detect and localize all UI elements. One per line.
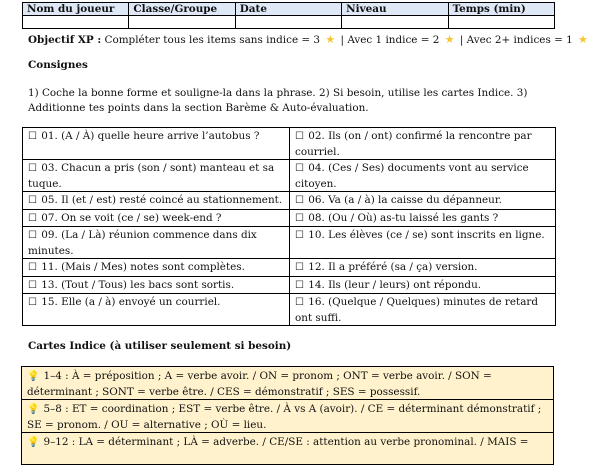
xp-objective [28, 33, 590, 47]
info-value-row [23, 16, 555, 29]
item-text: 10. Les élèves (ce / se) sont inscrits en ligne. [308, 229, 545, 241]
lightbulb-icon: 💡 [27, 404, 40, 415]
hint-cards-heading: Cartes Indice (à utiliser seulement si besoin) [28, 340, 292, 352]
item-text: 12. Il a préféré (sa / ça) version. [308, 261, 478, 273]
item-13[interactable] [23, 276, 290, 294]
table-row [23, 209, 556, 227]
item-06[interactable] [290, 192, 556, 210]
item-text: 01. (A / À) quelle heure arrive l’autobus ? [41, 130, 260, 142]
instructions-heading: Consignes [28, 59, 88, 71]
checkbox-icon[interactable]: ☐ [28, 131, 37, 142]
item-07[interactable] [23, 209, 290, 227]
checkbox-icon[interactable]: ☐ [295, 131, 304, 142]
hint-card [22, 367, 554, 400]
item-12[interactable] [290, 259, 556, 277]
item-text: 03. Chacun a pris (son / sont) manteau et sa tuque. [28, 162, 275, 190]
checkbox-icon[interactable]: ☐ [28, 230, 37, 241]
checkbox-icon[interactable]: ☐ [295, 163, 304, 174]
header-player-name: Nom du joueur [23, 3, 129, 16]
star-icon: ★ [444, 33, 455, 46]
item-11[interactable] [23, 259, 290, 277]
star-icon: ★ [325, 33, 336, 46]
item-text: 16. (Quelque / Quelques) minutes de retard ont suffi. [295, 296, 539, 324]
info-header-row [23, 3, 555, 16]
table-row [23, 160, 556, 192]
hint-card-1-4 [22, 367, 554, 400]
exercise-items-table [22, 127, 556, 326]
checkbox-icon[interactable]: ☐ [28, 279, 37, 291]
table-row [23, 294, 556, 326]
hint-text: 1–4 : À = préposition ; A = verbe avoir. / ON = pronom ; ONT = verbe avoir. / SON = déterminant ; SONT = verbe être. / CES = démonstratif ; SES = possessif. [27, 370, 492, 398]
checkbox-icon[interactable]: ☐ [295, 230, 304, 241]
hint-card-5-8 [22, 400, 554, 433]
lightbulb-icon: 💡 [27, 371, 40, 382]
item-09[interactable] [23, 227, 290, 259]
checkbox-icon[interactable]: ☐ [28, 163, 37, 174]
item-text: 02. Ils (on / ont) confirmé la rencontre par courriel. [295, 130, 532, 158]
item-text: 06. Va (a / à) la caisse du dépanneur. [308, 194, 502, 206]
item-03[interactable] [23, 160, 290, 192]
header-time: Temps (min) [448, 3, 554, 16]
item-text: 05. Il (et / est) resté coincé au stationnement. [41, 194, 283, 206]
hint-text: 5–8 : ET = coordination ; EST = verbe être. / À vs A (avoir). / CE = déterminant démonstratif ; SE = pronom. / OU = alternative ; OÙ = lieu. [27, 403, 542, 431]
table-row [23, 227, 556, 259]
checkbox-icon[interactable]: ☐ [28, 212, 37, 224]
checkbox-icon[interactable]: ☐ [28, 297, 37, 308]
star-icon: ★ [578, 33, 588, 46]
level-field[interactable] [342, 16, 448, 29]
objective-part2: | Avec 1 indice = 2 [340, 34, 440, 46]
checkbox-icon[interactable]: ☐ [295, 279, 304, 291]
item-text: 09. (La / Là) réunion commence dans dix minutes. [28, 229, 257, 257]
checkbox-icon[interactable]: ☐ [28, 195, 37, 206]
item-04[interactable] [290, 160, 556, 192]
class-group-field[interactable] [129, 16, 235, 29]
checkbox-icon[interactable]: ☐ [28, 262, 37, 273]
table-row [23, 128, 556, 160]
item-16[interactable] [290, 294, 556, 326]
item-text: 08. (Ou / Où) as-tu laissé les gants ? [308, 211, 499, 224]
item-15[interactable] [23, 294, 290, 326]
hint-card-9-12 [22, 433, 554, 465]
item-10[interactable] [290, 227, 556, 259]
objective-part1: Compléter tous les items sans indice = 3 [104, 34, 321, 46]
item-text: 15. Elle (a / à) envoyé un courriel. [41, 296, 221, 308]
instructions-text: 1) Coche la bonne forme et souligne-la dans la phrase. 2) Si besoin, utilise les cartes Indice. 3) Additionne tes points dans la section Barème & Auto-évaluation. [28, 87, 528, 114]
date-field[interactable] [235, 16, 341, 29]
item-text: 04. (Ces / Ses) documents vont au service citoyen. [295, 162, 529, 190]
player-info-table [22, 2, 555, 29]
hint-card [22, 433, 554, 465]
hint-cards-table [21, 366, 554, 465]
player-name-field[interactable] [23, 16, 129, 29]
header-date: Date [235, 3, 341, 16]
item-14[interactable] [290, 276, 556, 294]
item-text: 07. On se voit (ce / se) week-end ? [41, 211, 222, 224]
header-class-group: Classe/Groupe [129, 3, 235, 16]
checkbox-icon[interactable]: ☐ [295, 297, 304, 308]
checkbox-icon[interactable]: ☐ [295, 262, 304, 273]
checkbox-icon[interactable]: ☐ [295, 212, 304, 224]
table-row [23, 259, 556, 277]
item-01[interactable] [23, 128, 290, 160]
objective-label: Objectif XP : [28, 34, 102, 46]
time-field[interactable] [448, 16, 554, 29]
table-row [23, 276, 556, 294]
checkbox-icon[interactable]: ☐ [295, 195, 304, 206]
hint-card [22, 400, 554, 433]
item-02[interactable] [290, 128, 556, 160]
item-05[interactable] [23, 192, 290, 210]
header-level: Niveau [342, 3, 448, 16]
item-text: 11. (Mais / Mes) notes sont complètes. [41, 261, 245, 273]
objective-part3: | Avec 2+ indices = 1 [459, 34, 573, 46]
lightbulb-icon: 💡 [27, 437, 40, 448]
item-text: 13. (Tout / Tous) les bacs sont sortis. [41, 278, 235, 291]
table-row [23, 192, 556, 210]
item-text: 14. Ils (leur / leurs) ont répondu. [308, 278, 482, 291]
item-08[interactable] [290, 209, 556, 227]
hint-text: 9–12 : LA = déterminant ; LÀ = adverbe. / CE/SE : attention au verbe pronominal. / MAIS = [43, 436, 529, 448]
